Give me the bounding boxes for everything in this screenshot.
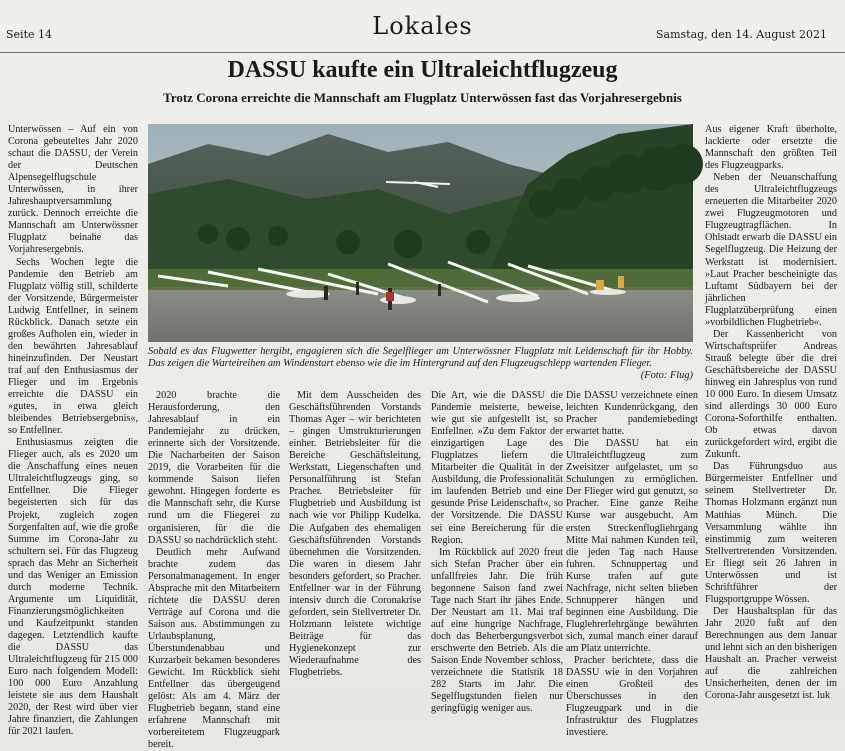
paragraph: Pracher berichtete, dass die DASSU wie in den Vorjahren einen Großteil des Überschusses in den Flugzeugpark und in die Infrastruktur des Flugplatzes investiere.	[566, 655, 698, 739]
paragraph: Im Rückblick auf 2020 freut sich Stefan Pracher über ein unfallfreies Jahr. Die früh begonnene Saison fand zwei Tage nach Start ihr jähes Ende. Der Neustart am 11. Mai traf auf eine hungrige Nachfrage, doch das Beherbergungsverbot erschwerte den Betrieb. Als die Saison Ende November schloss, verzeichnete die Statistik 18 282 Starts im Jahr. Die Segelflugstunden fielen nur geringfügig weniger aus.	[431, 546, 563, 715]
article-column-2	[148, 390, 280, 751]
article-column-1	[8, 124, 138, 738]
article-subheadline: Trotz Corona erreichte die Mannschaft am Flugplatz Unterwössen fast das Vorjahresergebnis	[163, 90, 682, 105]
paragraph: Sechs Wochen legte die Pandemie den Betrieb am Flugplatz völlig still, schilderte der Vorsitzende, Bürgermeister Ludwig Entfellner, in seinem Rückblick. Danach setzte ein großes Aufholen ein, wieder in den bewährten Jahresablauf hineinzufinden. Der Neustart traf auf den Enthusiasmus der Flieger und im Ergebnis erreichte die DASSU ein »gutes, in etwa gleich bleibendes Betriebsergebnis«, so Entfellner.	[8, 256, 138, 437]
article-column-3	[289, 390, 421, 720]
paragraph: Unterwössen – Auf ein von Corona gebeuteltes Jahr 2020 schaut die DASSU, der Verein der Deutschen Alpensegelflugschule Unterwössen, in ihrer Jahreshauptversammlung zurück. Dennoch erreichte die Mannschaft am Unterwössner Flugplatz beinahe das Vorjahresergebnis.	[8, 124, 138, 256]
article-headline: DASSU kaufte ein Ultraleichtflugzeug	[227, 57, 618, 83]
paragraph: Enthusiasmus zeigten die Flieger auch, als es 2020 um die Anschaffung eines neuen Ultraleichtflugzeugs ging, so Entfellner. Die Flieger begeisterten sich für das Projekt, zugleich zogen Sorgenfalten auf, wie die große Summe im Corona-Jahr zu schultern sei. Für das Flugzeug sprach das Mehr an Sicherheit und das Weniger an Emission durch moderne Technik. Argumente um Liquidität, Finanzierungsmöglichkeiten und Kaufzeitpunkt standen dagegen. Letztendlich kaufte die DASSU das Ultraleichtflugzeug für 215 000 Euro nach folgendem Modell: 100 000 Euro Anzahlung leistete sie aus dem Haushalt 2020, der Rest wird über vier Jahre finanziert, die Zahlungen für 2021 laufen.	[8, 437, 138, 738]
paragraph: Deutlich mehr Aufwand brachte zudem das Personalmanagement. In enger Absprache mit den Mitarbeitern richtete die DASSU deren Verträge auf Corona und die Saison aus. Abstimmungen zu Urlaubsplanung, Überstundenabbau und Kurzarbeit bekamen besonderes Gewicht. Im Rückblick sieht Entfellner das übergeugend gelöst: Als am 4. März der Flugbetrieb begann, stand eine erfahrene Mannschaft mit vorbereitetem Flugzeugpark bereit.	[148, 546, 280, 751]
page-header	[0, 0, 845, 53]
page-number: Seite 14	[6, 28, 52, 41]
article-column-5	[566, 390, 698, 739]
paragraph: Mit dem Ausscheiden des Geschäftsführenden Vorstands Thomas Ager – wir berichteten – gingen Umstrukturierungen einher. Betriebsleiter für die Bereiche Geschäftsleitung, Werkstatt, Liegenschaften und Personalführung ist Stefan Pracher. Betriebsleiter für Flugbetrieb und Ausbildung ist nach wie vor Philipp Kudelka. Die Aufgaben des ehemaligen Geschäftsführenden Vorstands übernehmen die Vorsitzenden. Die waren in diesem Jahr besonders gefordert, so Pracher. Entfellner war in der Führung intensiv durch die Coronakrise gefordert, sein Stellvertreter Dr. Holzmann leistete wichtige Beiträge für das Hygienekonzept zur Wiederaufnahme des Flugbetriebs.	[289, 390, 421, 679]
paragraph: Das Führungsduo aus Bürgermeister Entfellner und seinem Stellvertreter Dr. Thomas Holzmann ergänzt nun Matthias Münch. Die Versammlung wählte ihn einstimmig zum weiteren Stellvertretenden Vorsitzenden. Er fliegt seit 26 Jahren in Unterwössen und ist Schriftführer der Flugsportgruppe Wössen.	[705, 461, 837, 605]
paragraph: Die DASSU hat ein Ultraleichtflugzeug zum Zweisitzer aufgelastet, um so Schulungen zu ermöglichen. Der Flieger wird gut genutzt, so Pracher. Eine ganze Reihe Kurse war ausgebucht. Am ersten Streckenflugliehrgang Mitte Mai nahmen Kunden teil, die jeden Tag nach Hause fuhren. Schnuppertag und Kurse trafen auf gute Nachfrage, nicht selten blieben Schnupperer hängen und beginnen eine Ausbildung. Die Fluglehrerlehrgänge bewährten sich, zumal manch einer darauf am Platz unterrichte.	[566, 438, 698, 654]
paragraph: Neben der Neuanschaffung des Ultraleichtflugzeugs erneuerten die Mitarbeiter 2020 zwei Flugzeugmotoren und Flugzeugtragflächen. In Ohlstadt erwarb die DASSU ein Segelflugzeug. Die Heizung der Werkstatt ist modernisiert. »Laut Pracher bescheinigte das Luftamt Südbayern bei der jährlichen Flugplatzüberprüfung einen »vorbildlichen Flugbetrieb«.	[705, 172, 837, 328]
paragraph: Der Kassenbericht von Wirtschaftsprüfer Andreas Strauß belegte über die drei Geschäftsbereiche der DASSU hinweg ein Jahresplus von rund 10 000 Euro. In diesem Umsatz sind allerdings 30 000 Euro Corona-Soforthilfe enthalten. Ob etwas davon zurückgefordert wird, ergibt die Zukunft.	[705, 328, 837, 461]
article-photo	[148, 124, 693, 342]
glider-airfield-photo	[148, 124, 693, 342]
caption-text: Sobald es das Flugwetter hergibt, engagieren sich die Segelflieger am Unterwössner Flugplatz mit Leidenschaft für ihr Hobby. Das zeigen die Warteireihen am Windenstart ebenso wie die im Hintergrund auf den Flugzeugschlepp wartenden Flieger.	[148, 346, 693, 369]
paragraph: Aus eigener Kraft überholte, lackierte oder ersetzte die Mannschaft den größten Teil des Flugzeugparks.	[705, 124, 837, 172]
paragraph: Der Haushaltsplan für das Jahr 2020 fußt auf den Berechnungen aus dem Januar und lehnt sich an den bisherigen Haushalt an. Pracher verweist auf die zahlreichen Unsicherheiten, denen der im Corona-Jahr ausgesetzt ist. luk	[705, 605, 837, 702]
section-title: Lokales	[372, 12, 473, 40]
article-column-4	[431, 390, 563, 720]
article-column-6	[705, 124, 837, 720]
paragraph: Die Art, wie die DASSU die Pandemie meisterte, beweise, wie gut sie aufgestellt ist, so Entfellner. »Zu dem Faktor der einzigartigen Lage des Flugplatzes liefern die Mitarbeiter die Qualität in der Ausbildung, die Professionalität im laufenden Betrieb und eine gesunde Prise Leidenschaft«, so der Vorsitzende. Die DASSU sei eine Bereicherung für die Region.	[431, 390, 563, 546]
issue-date: Samstag, den 14. August 2021	[655, 28, 827, 41]
photo-caption	[148, 346, 693, 382]
paragraph: 2020 brachte die Herausforderung, den Jahresablauf in ein Pandemiejahr zu drücken, erinnerte sich der Vorsitzende. Die Nacharbeiten der Saison 2019, die Vorarbeiten für die kommende Saison liefen gewohnt. Hingegen forderte es die Mannschaft sehr, die Kurse rund um die Fliegerei zu organisieren, für die die DASSU so nachdrücklich steht.	[148, 390, 280, 546]
paragraph: Die DASSU verzeichnete einen leichten Kundenrückgang, den Pracher pandemiebedingt erwartet hatte.	[566, 390, 698, 438]
photo-credit: (Foto: Flug)	[640, 370, 693, 381]
